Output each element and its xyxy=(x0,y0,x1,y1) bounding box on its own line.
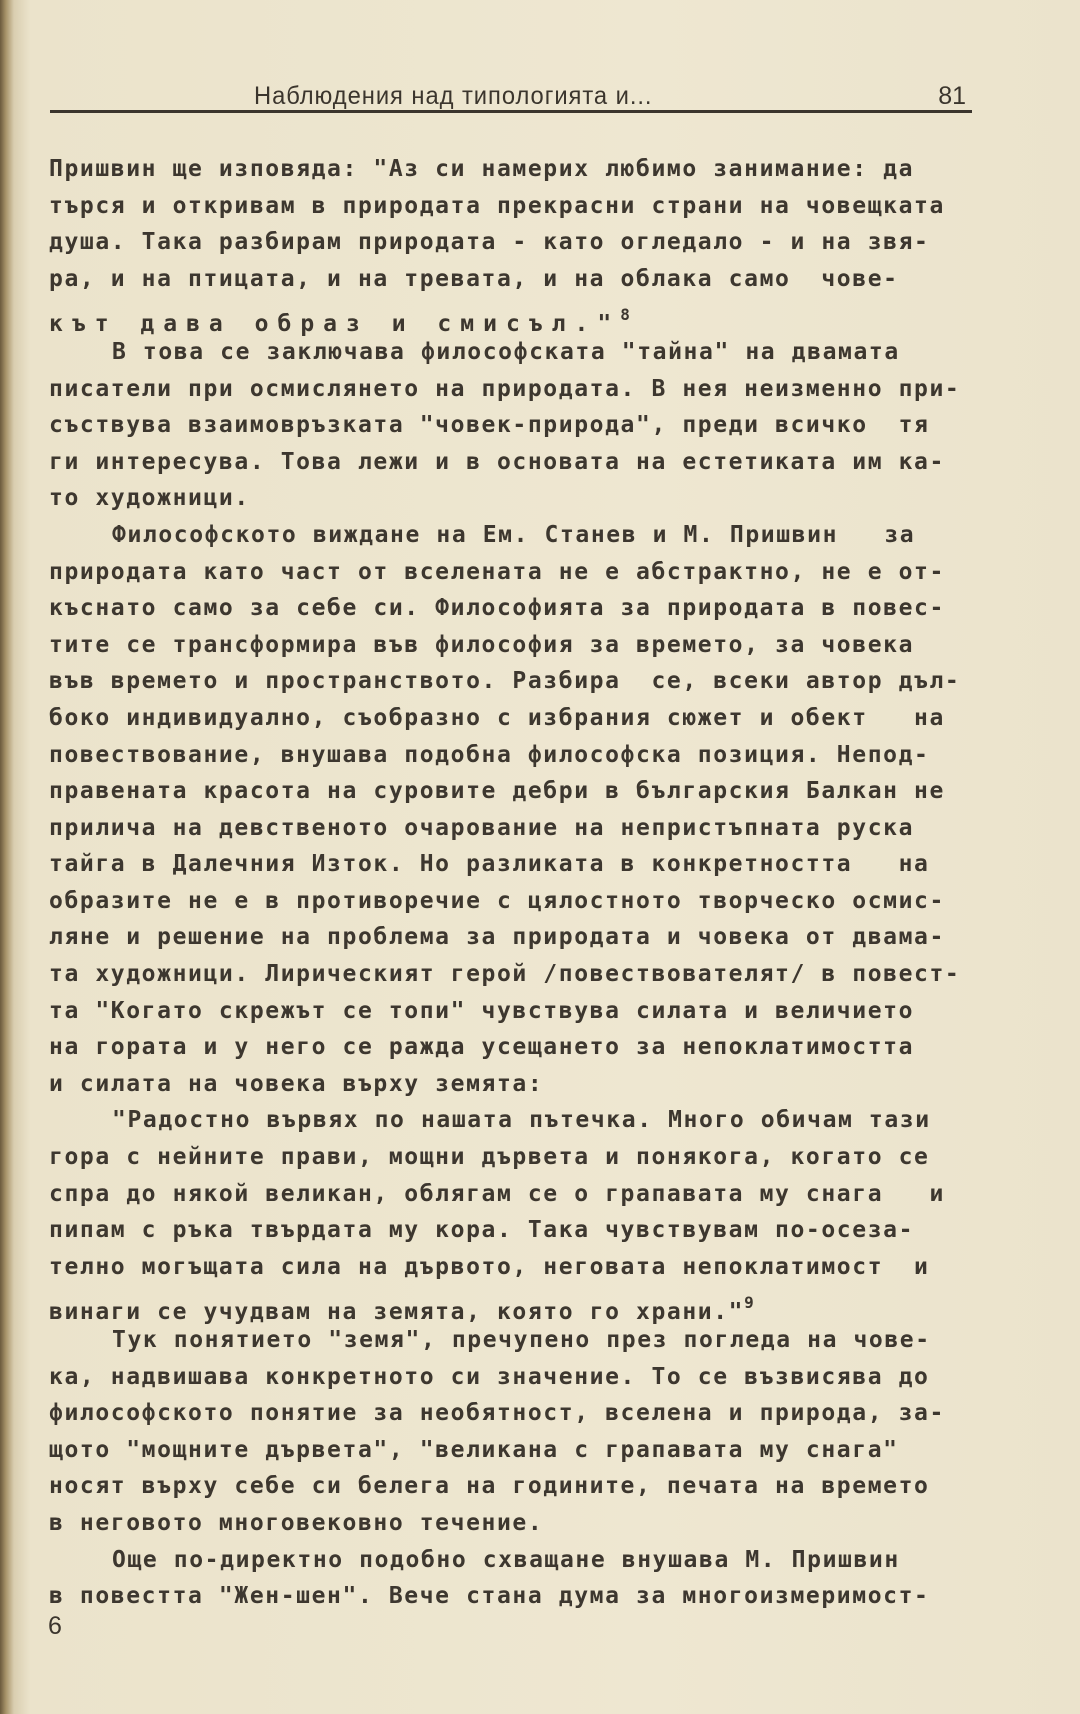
text-line xyxy=(49,1578,979,1615)
text-line xyxy=(49,700,979,737)
text-line-content: прилича на девственото очарование на непристъпната руска xyxy=(49,814,915,841)
text-line-content: носят върху себе си белега на годините, печата на времето xyxy=(49,1473,930,1500)
text-line-content: в повестта "Жен-шен". Вече стана дума за многоизмеримост- xyxy=(49,1583,930,1610)
text-line-content: във времето и пространството. Разбира се, всеки автор дъл- xyxy=(49,668,961,695)
text-line xyxy=(49,224,979,261)
text-line xyxy=(49,151,979,188)
text-line xyxy=(49,371,979,408)
header-rule xyxy=(50,110,972,113)
text-line xyxy=(49,444,979,481)
text-line-content: ра, и на птицата, и на тревата, и на облака само чове- xyxy=(49,265,899,292)
text-line xyxy=(49,1359,979,1396)
text-line-content: то художници. xyxy=(49,485,250,512)
text-line xyxy=(49,334,979,371)
text-line-content: Тук понятието "земя", пречупено през погледа на чове- xyxy=(112,1327,931,1353)
running-header-title: Наблюдения над типологията и... xyxy=(254,82,653,110)
text-line xyxy=(49,1505,979,1542)
text-line xyxy=(49,663,979,700)
text-line-content: спра до някой великан, облягам се о грапавата му снага и xyxy=(49,1180,945,1207)
text-line-content: природата като част от вселената не е абстрактно, не е от- xyxy=(49,558,945,585)
text-line-content: телно могъщата сила на дървото, неговата непоклатимост и xyxy=(49,1253,930,1280)
text-line-content: ги интересува. Това лежи и в основата на естетиката им ка- xyxy=(49,448,945,475)
text-line-content: та "Когато скрежът се топи" чувствува силата и величието xyxy=(49,997,915,1024)
text-line-content: търся и откривам в природата прекрасни страни на човещката xyxy=(49,192,945,219)
text-line xyxy=(49,1029,979,1066)
text-line xyxy=(49,261,979,298)
text-line-content: тайга в Далечния Изток. Но разликата в конкретността на xyxy=(49,851,930,878)
text-line xyxy=(49,480,979,517)
text-line-content: душа. Така разбирам природата - като огледало - и на звя- xyxy=(49,229,930,256)
text-line-content: правената красота на суровите дебри в българския Балкан не xyxy=(49,778,945,805)
text-line xyxy=(49,1432,979,1469)
signature-mark: 6 xyxy=(48,1612,62,1640)
text-line xyxy=(49,590,979,627)
footnote-reference: 8 xyxy=(620,305,630,325)
text-line-content: винаги се учудвам на земята, която го храни." xyxy=(49,1299,745,1326)
text-line-content: та художници. Лирическият герой /повествователят/ в повест- xyxy=(49,961,961,988)
text-line xyxy=(49,1468,979,1505)
text-line xyxy=(49,517,979,554)
text-line xyxy=(49,297,979,338)
text-line xyxy=(49,993,979,1030)
text-line-content: и силата на човека върху земята: xyxy=(49,1070,544,1097)
text-line-content: повествование, внушава подобна философска позиция. Непод- xyxy=(49,741,930,768)
text-line xyxy=(49,919,979,956)
text-line xyxy=(49,1066,979,1103)
running-header xyxy=(50,80,970,114)
text-line xyxy=(49,810,979,847)
text-line-content: пипам с ръка твърдата му кора. Така чувствувам по-осеза- xyxy=(49,1217,915,1244)
text-line xyxy=(49,737,979,774)
text-line xyxy=(49,407,979,444)
text-line-content: образите не е в противоречие с цялостното творческо осмис- xyxy=(49,887,945,914)
text-line xyxy=(49,883,979,920)
text-line xyxy=(49,1542,979,1579)
body-text xyxy=(49,151,979,1615)
text-line xyxy=(49,627,979,664)
text-line xyxy=(49,1102,979,1139)
text-line xyxy=(49,1212,979,1249)
text-line-content: Пришвин ще изповяда: "Аз си намерих любимо занимание: да xyxy=(49,156,915,182)
text-line-content: философското понятие за необятност, вселена и природа, за- xyxy=(49,1400,945,1427)
text-line xyxy=(49,1176,979,1213)
footnote-reference: 9 xyxy=(744,1293,754,1313)
text-line-content: "Радостно вървях по нашата пътечка. Много обичам тази xyxy=(112,1107,931,1134)
text-line xyxy=(49,554,979,591)
text-line xyxy=(49,1395,979,1432)
text-line xyxy=(49,1285,979,1326)
text-line xyxy=(49,773,979,810)
text-line-content: Още по-директно подобно схващане внушава М. Пришвин xyxy=(112,1546,900,1573)
text-line xyxy=(49,1322,979,1359)
text-line-content: В това се заключава философската "тайна" на двамата xyxy=(112,338,900,365)
text-line-content: Философското виждане на Ем. Станев и М. Пришвин за xyxy=(112,521,916,548)
text-line xyxy=(49,1139,979,1176)
text-line-content: боко индивидуално, съобразно с избрания сюжет и обект на xyxy=(49,704,945,731)
page-number: 81 xyxy=(938,82,966,110)
text-line-content: съствува взаимовръзката "човек-природа", преди всичко тя xyxy=(49,412,930,439)
text-line-content: ка, надвишава конкретното си значение. То се възвисява до xyxy=(49,1363,930,1390)
text-line-content: кът дава образ и смисъл." xyxy=(49,311,621,338)
text-line xyxy=(49,956,979,993)
text-line-content: къснато само за себе си. Философията за природата в повес- xyxy=(49,595,945,622)
text-line xyxy=(49,188,979,225)
text-line xyxy=(49,846,979,883)
text-line-content: на гората и у него се ражда усещането за непоклатимостта xyxy=(49,1034,915,1061)
text-line-content: ляне и решение на проблема за природата и човека от двама- xyxy=(49,924,945,951)
text-line xyxy=(49,1249,979,1286)
text-line-content: щото "мощните дървета", "великана с грапавата му снага" xyxy=(49,1436,899,1463)
text-line-content: писатели при осмислянето на природата. В нея неизменно при- xyxy=(49,375,961,402)
text-line-content: тите се трансформира във философия за времето, за човека xyxy=(49,631,915,658)
text-line-content: в неговото многовековно течение. xyxy=(49,1509,544,1536)
text-line-content: гора с нейните прави, мощни дървета и понякога, когато се xyxy=(49,1144,930,1171)
